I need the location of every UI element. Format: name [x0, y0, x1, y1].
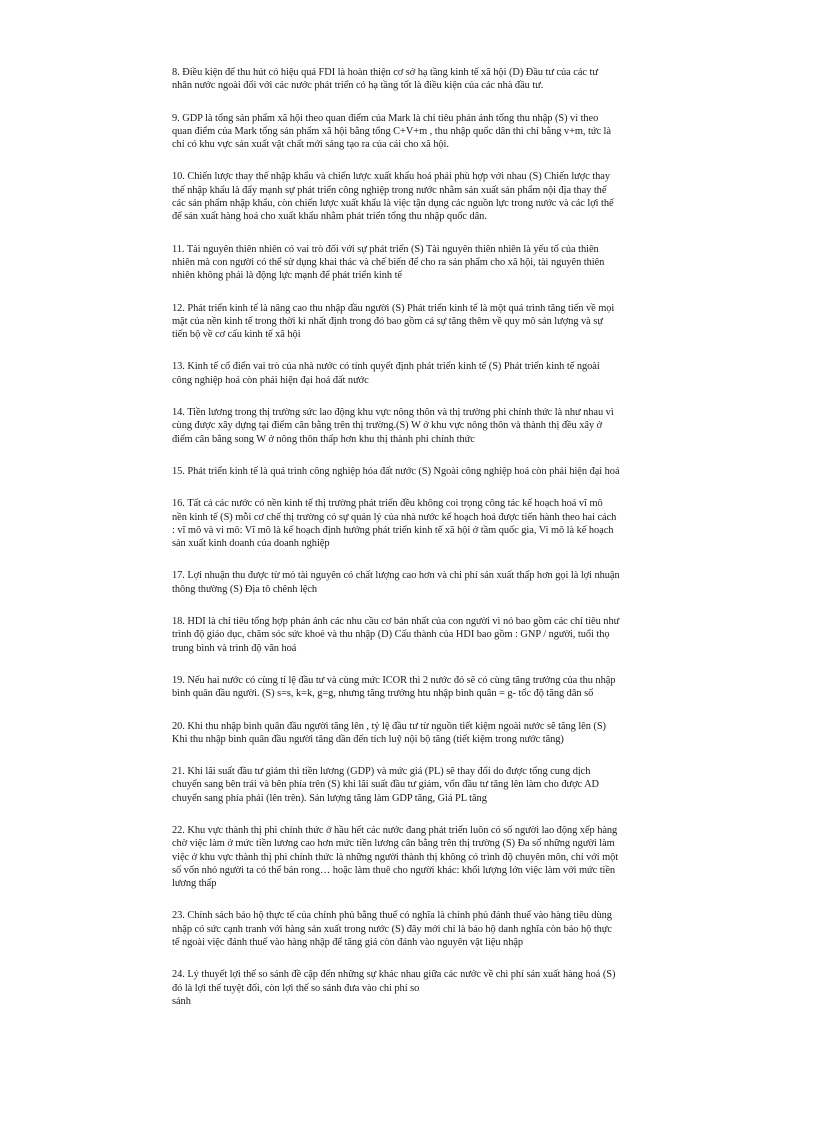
paragraph-line: 8. Điều kiện để thu hút có hiệu quả FDI là hoàn thiện cơ sở hạ tầng kinh tế xã hội (D) Đầu tư của các tư	[172, 67, 598, 78]
paragraph-item	[172, 170, 700, 223]
paragraph-line: 10. Chiến lược thay thế nhập khẩu và chiến lược xuất khẩu hoá phải phù hợp với nhau (S) Chiến lược thay	[172, 171, 611, 183]
paragraph-line: chỉ có khu vực sản xuất vật chất mới sáng tạo ra của cải cho xã hội.	[172, 139, 449, 151]
paragraph-line: 17. Lợi nhuận thu được từ mỏ tài nguyên có chất lượng cao hơn và chi phí sản xuất thấp hơn gọi là lợi nhuận	[172, 570, 620, 582]
paragraph-line: 11. Tài nguyên thiên nhiên có vai trò đối với sự phát triển (S) Tài nguyên thiên nhiên là yếu tố của thiên	[172, 243, 599, 255]
paragraph-line: cùng được xây dựng tại điểm cân bằng trên thị trường.(S) W ở khu vực nông thôn và thành thị đều xây ở	[172, 420, 603, 432]
paragraph-line: chuyển sang phía phải (lên trên). Sản lượng tăng làm GDP tăng, Giá PL tăng	[172, 792, 487, 804]
paragraph-line: 15. Phát triển kinh tế là quá trình công nghiệp hóa đất nước (S) Ngoài công nghiệp hoá còn phải hiện đại hoá	[172, 465, 620, 477]
paragraph-line: quan điểm của Mark tổng sản phẩm xã hội bằng tổng C+V+m , thu nhập quốc dân thì chỉ bằng v+m, tức là	[172, 125, 611, 137]
paragraph-item	[172, 497, 700, 550]
paragraph-line: các sản phẩm nhập khẩu, còn chiến lược xuất khẩu là việc tận dụng các nguồn lực trong nước và các lợi thế	[172, 198, 614, 210]
paragraph-item	[172, 615, 700, 655]
paragraph-line: sản xuất kinh doanh của doanh nghiệp	[172, 538, 330, 550]
paragraph-line: 24. Lý thuyết lợi thế so sánh đề cập đến những sự khác nhau giữa các nước về chi phí sản xuất hàng hoá (S)	[172, 969, 616, 981]
paragraph-line: 9. GDP là tổng sản phẩm xã hội theo quan điểm của Mark là chỉ tiêu phản ánh tổng thu nhập (S) vì theo	[172, 112, 599, 124]
paragraph-line: 14. Tiền lương trong thị trường sức lao động khu vực nông thôn và thị trường phi chính thức là như nhau vì	[172, 407, 614, 419]
paragraph-item	[172, 112, 700, 152]
paragraph-line: 16. Tất cả các nước có nền kinh tế thị trường phát triển đều không coi trọng công tác kế hoạch hoá vĩ mô	[172, 498, 603, 510]
paragraph-line: bình quân đầu người. (S) s=s, k=k, g=g, nhưng tăng trưởng htu nhập bình quân = g- tốc độ tăng dân số	[172, 688, 594, 700]
paragraph-line: 18. HDI là chỉ tiêu tổng hợp phản ánh các nhu cầu cơ bản nhất của con người vì nó bao gồm các chỉ tiêu như	[172, 616, 620, 628]
paragraph-item	[172, 243, 700, 283]
paragraph-item	[172, 674, 700, 701]
document-body	[172, 66, 700, 1027]
paragraph-line: tế ngoài việc đánh thuế vào hàng nhập để tăng giá còn đánh vào nguyên vật liệu nhập	[172, 937, 524, 949]
paragraph-item	[172, 968, 700, 1008]
paragraph-line: nhiên không phải là động lực mạnh để phát triển kinh tế	[172, 270, 402, 282]
paragraph-line: 22. Khu vực thành thị phi chính thức ở hầu hết các nước đang phát triển luôn có số người lao động xếp hàng	[172, 824, 618, 836]
paragraph-line: nền kinh tế (S) mỗi cơ chế thị trường có sự quản lý của nhà nước kế hoạch hoá được tiến hành theo hai cách	[172, 511, 617, 523]
paragraph-item	[172, 824, 700, 890]
paragraph-line: để sản xuất hàng hoá cho xuất khẩu nhằm phát triển tổng thu nhập quốc dân.	[172, 211, 487, 223]
paragraph-item	[172, 720, 700, 747]
paragraph-line: nhiên mà con người có thể sử dụng khai thác và chế biến để cho ra sản phẩm cho xã hội, tài nguyên thiên	[172, 256, 605, 268]
paragraph-line: thông thường (S) Địa tô chênh lệch	[172, 583, 318, 595]
paragraph-line: việc ở khu vực thành thị phi chính thức là những người thành thị không có trình độ chuyên môn, chỉ với một	[172, 851, 619, 863]
paragraph-line: lương thấp	[172, 878, 217, 890]
paragraph-line: 20. Khi thu nhập bình quân đầu người tăng lên , tỷ lệ đầu tư từ nguồn tiết kiệm ngoài nước sẽ tăng lên (S)	[172, 720, 606, 732]
paragraph-line: 23. Chính sách bảo hộ thực tế của chính phủ bằng thuế có nghĩa là chính phủ đánh thuế vào hàng tiêu dùng	[172, 910, 612, 922]
paragraph-item	[172, 66, 700, 93]
paragraph-line: trung bình và trình độ văn hoá	[172, 642, 297, 654]
paragraph-item	[172, 360, 700, 387]
paragraph-line: : vĩ mô và vi mô: Vĩ mô là kế hoạch định hướng phát triển kinh tế xã hội ở tầm quốc gia, Vi mô là kế hoạch	[172, 524, 614, 536]
paragraph-line: chờ việc làm ở mức tiền lương cao hơn mức tiền lương cân bằng trên thị trường (S) Đa số những người làm	[172, 838, 615, 850]
paragraph-item	[172, 765, 700, 805]
paragraph-line: 21. Khi lãi suất đầu tư giảm thì tiền lương (GDP) và mức giá (PL) sẽ thay đổi do được tổng cung dịch	[172, 766, 591, 778]
paragraph-line: thế nhập khẩu là đẩy mạnh sự phát triển công nghiệp trong nước nhằm sản xuất sản phẩm nội địa thay thế	[172, 184, 607, 196]
paragraph-line: 13. Kinh tế cổ điển vai trò của nhà nước có tính quyết định phát triển kinh tế (S) Phát triển kinh tế ngoài	[172, 361, 600, 373]
paragraph-line: 19. Nếu hai nước có cùng tỉ lệ đầu tư và cùng mức ICOR thì 2 nước đó sẽ có cùng tăng trưởng của thu nhập	[172, 674, 616, 686]
paragraph-line: công nghiệp hoá còn phải hiện đại hoá đất nước	[172, 374, 369, 386]
paragraph-line: điểm cân bằng song W ở nông thôn thấp hơn khu thị thành phi chính thức	[172, 433, 475, 445]
paragraph-line: tiến bộ về cơ cấu kinh tế xã hội	[172, 329, 301, 341]
paragraph-line: nhập có sức cạnh tranh với hàng sản xuất trong nước (S) đây mới chỉ là bảo hộ danh nghĩa còn bảo hộ thực	[172, 923, 612, 935]
paragraph-line: 12. Phát triển kinh tế là nâng cao thu nhập đầu người (S) Phát triển kinh tế là một quá trình tăng tiến về mọi	[172, 302, 615, 314]
paragraph-item	[172, 909, 700, 949]
paragraph-line: trình độ giáo dục, chăm sóc sức khoẻ và thu nhập (D) Cấu thành của HDI bao gồm : GNP / người, tuổi thọ	[172, 629, 610, 641]
paragraph-line: đó là lợi thế tuyệt đối, còn lợi thế so sánh đưa vào chi phí so	[172, 982, 420, 994]
paragraph-line: số vốn nhỏ người ta có thể bán rong… hoặc làm thuê cho người khác: khối lượng lớn việc làm với mức tiền	[172, 864, 616, 876]
paragraph-item	[172, 569, 700, 596]
paragraph-item	[172, 302, 700, 342]
paragraph-line: mặt của nền kinh tế trong thời kì nhất định trong đó bao gồm cả sự tăng thêm về quy mô sản lượng và sự	[172, 315, 603, 327]
paragraph-line: sánh	[172, 995, 191, 1007]
paragraph-line: Khi thu nhập bình quân đầu người tăng dần đến tích luỹ nội bộ tăng (tiết kiệm trong nước tăng)	[172, 733, 564, 745]
paragraph-item	[172, 406, 700, 446]
paragraph-line: nhân nước ngoài đối với các nước phát triển có hạ tầng tốt là điều kiện của các nhà đầu tư.	[172, 80, 544, 92]
paragraph-item	[172, 465, 700, 478]
paragraph-line: chuyển sang bên trái và bên phía trên (S) khi lãi suất đầu tư giảm, vốn đầu tư tăng lên làm cho được AD	[172, 779, 599, 791]
